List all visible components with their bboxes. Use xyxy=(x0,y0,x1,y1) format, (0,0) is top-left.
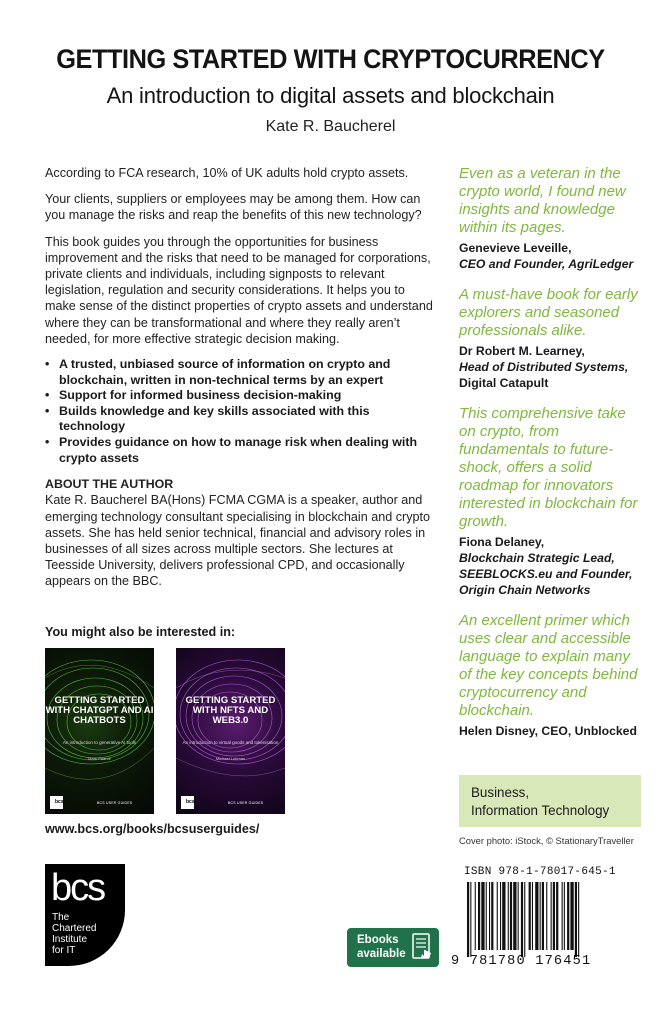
barcode-bar xyxy=(491,882,493,950)
feature-list xyxy=(45,357,435,466)
category-line2: Information Technology xyxy=(471,803,610,818)
description-paragraph: This book guides you through the opportunities for business improvement and the risks that need to be managed for corporations, private clients and individuals, including signposts to relevant legislation, regulation and security considerations. It helps you to make sense of the distinct properties of crypto assets and understand where they can be transformational and where they really aren’t needed, for more effective strategic decision making. xyxy=(45,234,433,346)
testimonial-quote: An excellent primer which uses clear and accessible language to explain many of the key concepts behind cryptocurrency and blockchain. xyxy=(459,612,638,719)
feature-item: • Provides guidance on how to manage risk when dealing with crypto assets xyxy=(45,435,435,466)
barcode-bar xyxy=(481,882,484,950)
testimonial-org: Digital Catapult xyxy=(459,376,549,390)
barcode-bar xyxy=(529,882,531,950)
testimonial-role: CEO and Founder, AgriLedger xyxy=(459,257,634,271)
cover-photo-credit: Cover photo: iStock, © StationaryTraveller xyxy=(459,835,634,846)
barcode-bar xyxy=(486,882,487,950)
related-book-series: BCS USER GUIDES xyxy=(97,801,133,805)
ebooks-available-badge xyxy=(347,928,439,967)
testimonial xyxy=(459,612,639,739)
related-book-title: GETTING STARTED WITH NFTS AND WEB3.0 xyxy=(185,695,276,726)
barcode-bar xyxy=(553,882,555,950)
bcs-publisher-logo xyxy=(45,864,125,966)
testimonial-quote: A must-have book for early explorers and seasoned professionals alike. xyxy=(459,286,638,339)
barcode-bar xyxy=(546,882,547,950)
barcode-bar xyxy=(578,882,579,957)
bcs-logo-icon: bcs xyxy=(50,796,63,809)
bcs-tagline: The Chartered Institute for IT xyxy=(52,912,97,956)
book-title: GETTING STARTED WITH CRYPTOCURRENCY xyxy=(56,44,605,74)
barcode-bar xyxy=(542,882,544,950)
barcode-bar xyxy=(478,882,480,950)
testimonial-name: Fiona Delaney, xyxy=(459,535,545,549)
intro-paragraph: According to FCA research, 10% of UK adults hold crypto assets. xyxy=(45,166,409,180)
barcode-bar xyxy=(500,882,501,950)
book-subtitle: An introduction to digital assets and blockchain xyxy=(106,83,555,108)
barcode-icon xyxy=(459,882,643,957)
testimonials-column xyxy=(459,165,639,753)
related-book-author: Michael Lohman xyxy=(215,756,246,761)
barcode-bar xyxy=(510,882,512,950)
testimonial-role: SEEBLOCKS.eu and Founder, xyxy=(459,567,633,581)
bcs-logo-icon: bcs xyxy=(181,796,194,809)
testimonial-role: Head of Distributed Systems, xyxy=(459,360,629,374)
testimonial-role: Blockchain Strategic Lead, xyxy=(459,551,615,565)
testimonial-quote: Even as a veteran in the crypto world, I found new insights and knowledge within its pages. xyxy=(459,165,626,236)
barcode-bar xyxy=(532,882,533,950)
description-column xyxy=(45,165,435,600)
barcode-bar xyxy=(535,882,538,950)
barcode-bar xyxy=(489,882,490,950)
swirl-graphic xyxy=(45,648,154,814)
barcode-bar xyxy=(521,882,523,957)
ebook-reader-icon xyxy=(412,933,432,961)
testimonial-org: Origin Chain Networks xyxy=(459,583,591,597)
about-author-text: Kate R. Baucherel BA(Hons) FCMA CGMA is a speaker, author and emerging technology consultant specialising in blockchain and crypto assets. She has held senior technical, financial and advisory roles in businesses of all sizes across multiple sectors. She lectures at Teesside University, delivers professional CPD, and occasionally appears on the BBC. xyxy=(45,493,431,589)
related-book-author: Mark Pearce xyxy=(88,756,111,761)
related-book-series: BCS USER GUIDES xyxy=(228,801,264,805)
bcs-logo-text: bcs xyxy=(51,867,105,909)
ebook-line1: Ebooks xyxy=(357,934,399,946)
barcode-bar xyxy=(562,882,563,950)
barcode-bar xyxy=(497,882,498,950)
barcode-bar xyxy=(518,882,519,950)
testimonial-name: Genevieve Leveille, xyxy=(459,241,572,255)
question-paragraph: Your clients, suppliers or employees may be among them. How can you manage the risks and reap the benefits of this new technology? xyxy=(45,192,422,223)
barcode-bar xyxy=(540,882,541,950)
ebook-line2: available xyxy=(357,948,406,960)
swirl-graphic xyxy=(176,648,285,814)
testimonial-quote: This comprehensive take on crypto, from fundamentals to future-shock, offers a solid roadmap for innovators interested in blockchain for growth. xyxy=(459,405,638,530)
barcode-bar xyxy=(551,882,552,950)
related-book-subtitle: An introduction to generative AI tools xyxy=(62,740,137,745)
related-book-subtitle: An introduction to virtual goods and tokenisation xyxy=(182,740,279,745)
barcode-bar xyxy=(508,882,509,950)
related-heading: You might also be interested in: xyxy=(45,625,236,639)
barcode-bar xyxy=(502,882,505,950)
testimonial-name: Dr Robert M. Learney, xyxy=(459,344,585,358)
barcode-bar xyxy=(567,882,569,950)
testimonial xyxy=(459,165,639,272)
barcode-bar xyxy=(475,882,476,950)
barcode-number: 9 781780 176451 xyxy=(451,954,592,969)
testimonial-name: Helen Disney, CEO, Unblocked xyxy=(459,724,637,738)
category-line1: Business, xyxy=(471,785,530,800)
book-author: Kate R. Baucherel xyxy=(265,118,396,135)
feature-item: • Builds knowledge and key skills associated with this technology xyxy=(45,404,435,435)
testimonial xyxy=(459,286,639,391)
feature-item: • Support for informed business decision-making xyxy=(45,388,435,404)
related-book-nfts xyxy=(176,648,285,814)
testimonial xyxy=(459,405,639,598)
barcode-bar xyxy=(467,882,469,957)
barcode-bar xyxy=(575,882,577,957)
about-author-heading: ABOUT THE AUTHOR xyxy=(45,477,174,492)
barcode-bar xyxy=(564,882,565,950)
barcode-bar xyxy=(556,882,558,950)
barcode-bar xyxy=(470,882,471,957)
isbn-label: ISBN 978-1-78017-645-1 xyxy=(464,866,616,878)
category-box xyxy=(459,775,641,827)
barcode-bar xyxy=(513,882,516,950)
barcode-bar xyxy=(570,882,573,950)
related-book-chatgpt xyxy=(45,648,154,814)
bcs-url-link[interactable]: www.bcs.org/books/bcsuserguides/ xyxy=(45,822,260,836)
related-book-title: GETTING STARTED WITH CHATGPT AND AI CHATBOTS xyxy=(45,695,154,726)
feature-item: • A trusted, unbiased source of information on crypto and blockchain, written in non-technical terms by an expert xyxy=(45,357,435,388)
barcode-bar xyxy=(524,882,525,957)
